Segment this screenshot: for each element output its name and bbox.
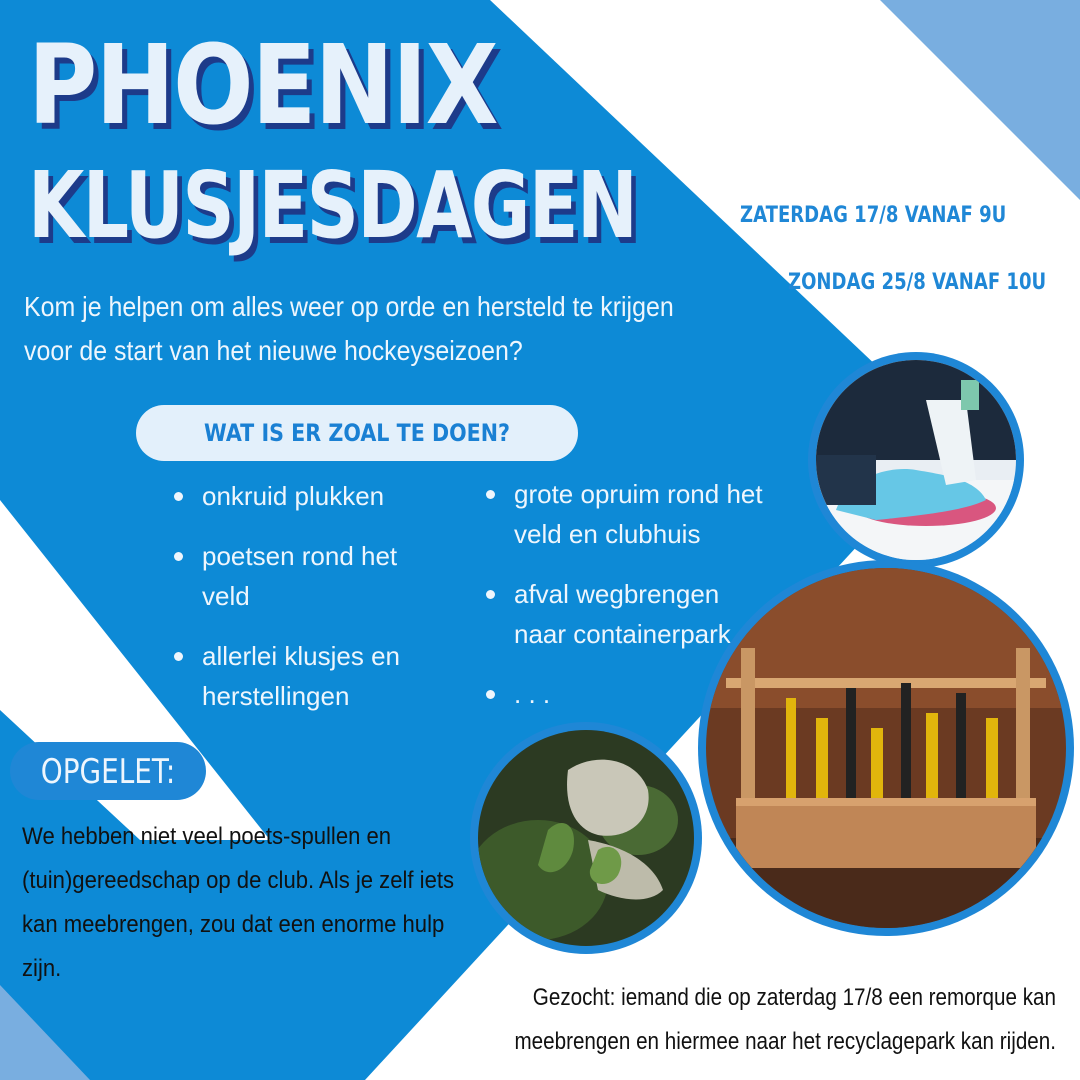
intro-text: Kom je helpen om alles weer op orde en hersteld te krijgen voor de start van het nieuwe hockeyseizoen? bbox=[24, 291, 674, 366]
notice-label-pill bbox=[10, 742, 206, 800]
toolbox-photo-illustration bbox=[706, 568, 1066, 928]
photo-weeding bbox=[470, 722, 702, 954]
title-line-2: KLUSJESDAGEN bbox=[28, 152, 637, 259]
task-item: allerlei klusjes en herstellingen bbox=[172, 636, 442, 716]
cleaning-photo-illustration bbox=[816, 360, 1016, 560]
date-sunday: ZONDAG 25/8 VANAF 10U bbox=[788, 270, 1047, 295]
photo-toolbox bbox=[698, 560, 1074, 936]
tasks-heading-pill bbox=[136, 405, 578, 461]
task-list-left bbox=[172, 476, 442, 736]
tasks-heading: WAT IS ER ZOAL TE DOEN? bbox=[203, 419, 511, 447]
photo-cleaning bbox=[808, 352, 1024, 568]
wanted-text: Gezocht: iemand die op zaterdag 17/8 een remorque kan meebrengen en hiermee naar het recyclagepark kan rijden. bbox=[514, 984, 1056, 1055]
task-item: poetsen rond het veld bbox=[172, 536, 442, 616]
title-line-1: PHOENIX bbox=[28, 21, 497, 149]
task-item: . . . bbox=[484, 674, 764, 714]
corner-triangle-top-right bbox=[880, 0, 1080, 200]
notice-text: We hebben niet veel poets-spullen en (tuin)gereedschap op de club. Als je zelf iets kan meebrengen, zou dat een enorme hulp zijn. bbox=[22, 823, 455, 982]
task-item: onkruid plukken bbox=[172, 476, 442, 516]
task-item: afval wegbrengen naar containerpark bbox=[484, 574, 764, 654]
task-item: grote opruim rond het veld en clubhuis bbox=[484, 474, 764, 554]
notice-label: OPGELET: bbox=[40, 752, 176, 792]
date-saturday: ZATERDAG 17/8 VANAF 9U bbox=[740, 203, 1007, 228]
weeding-photo-illustration bbox=[478, 730, 694, 946]
